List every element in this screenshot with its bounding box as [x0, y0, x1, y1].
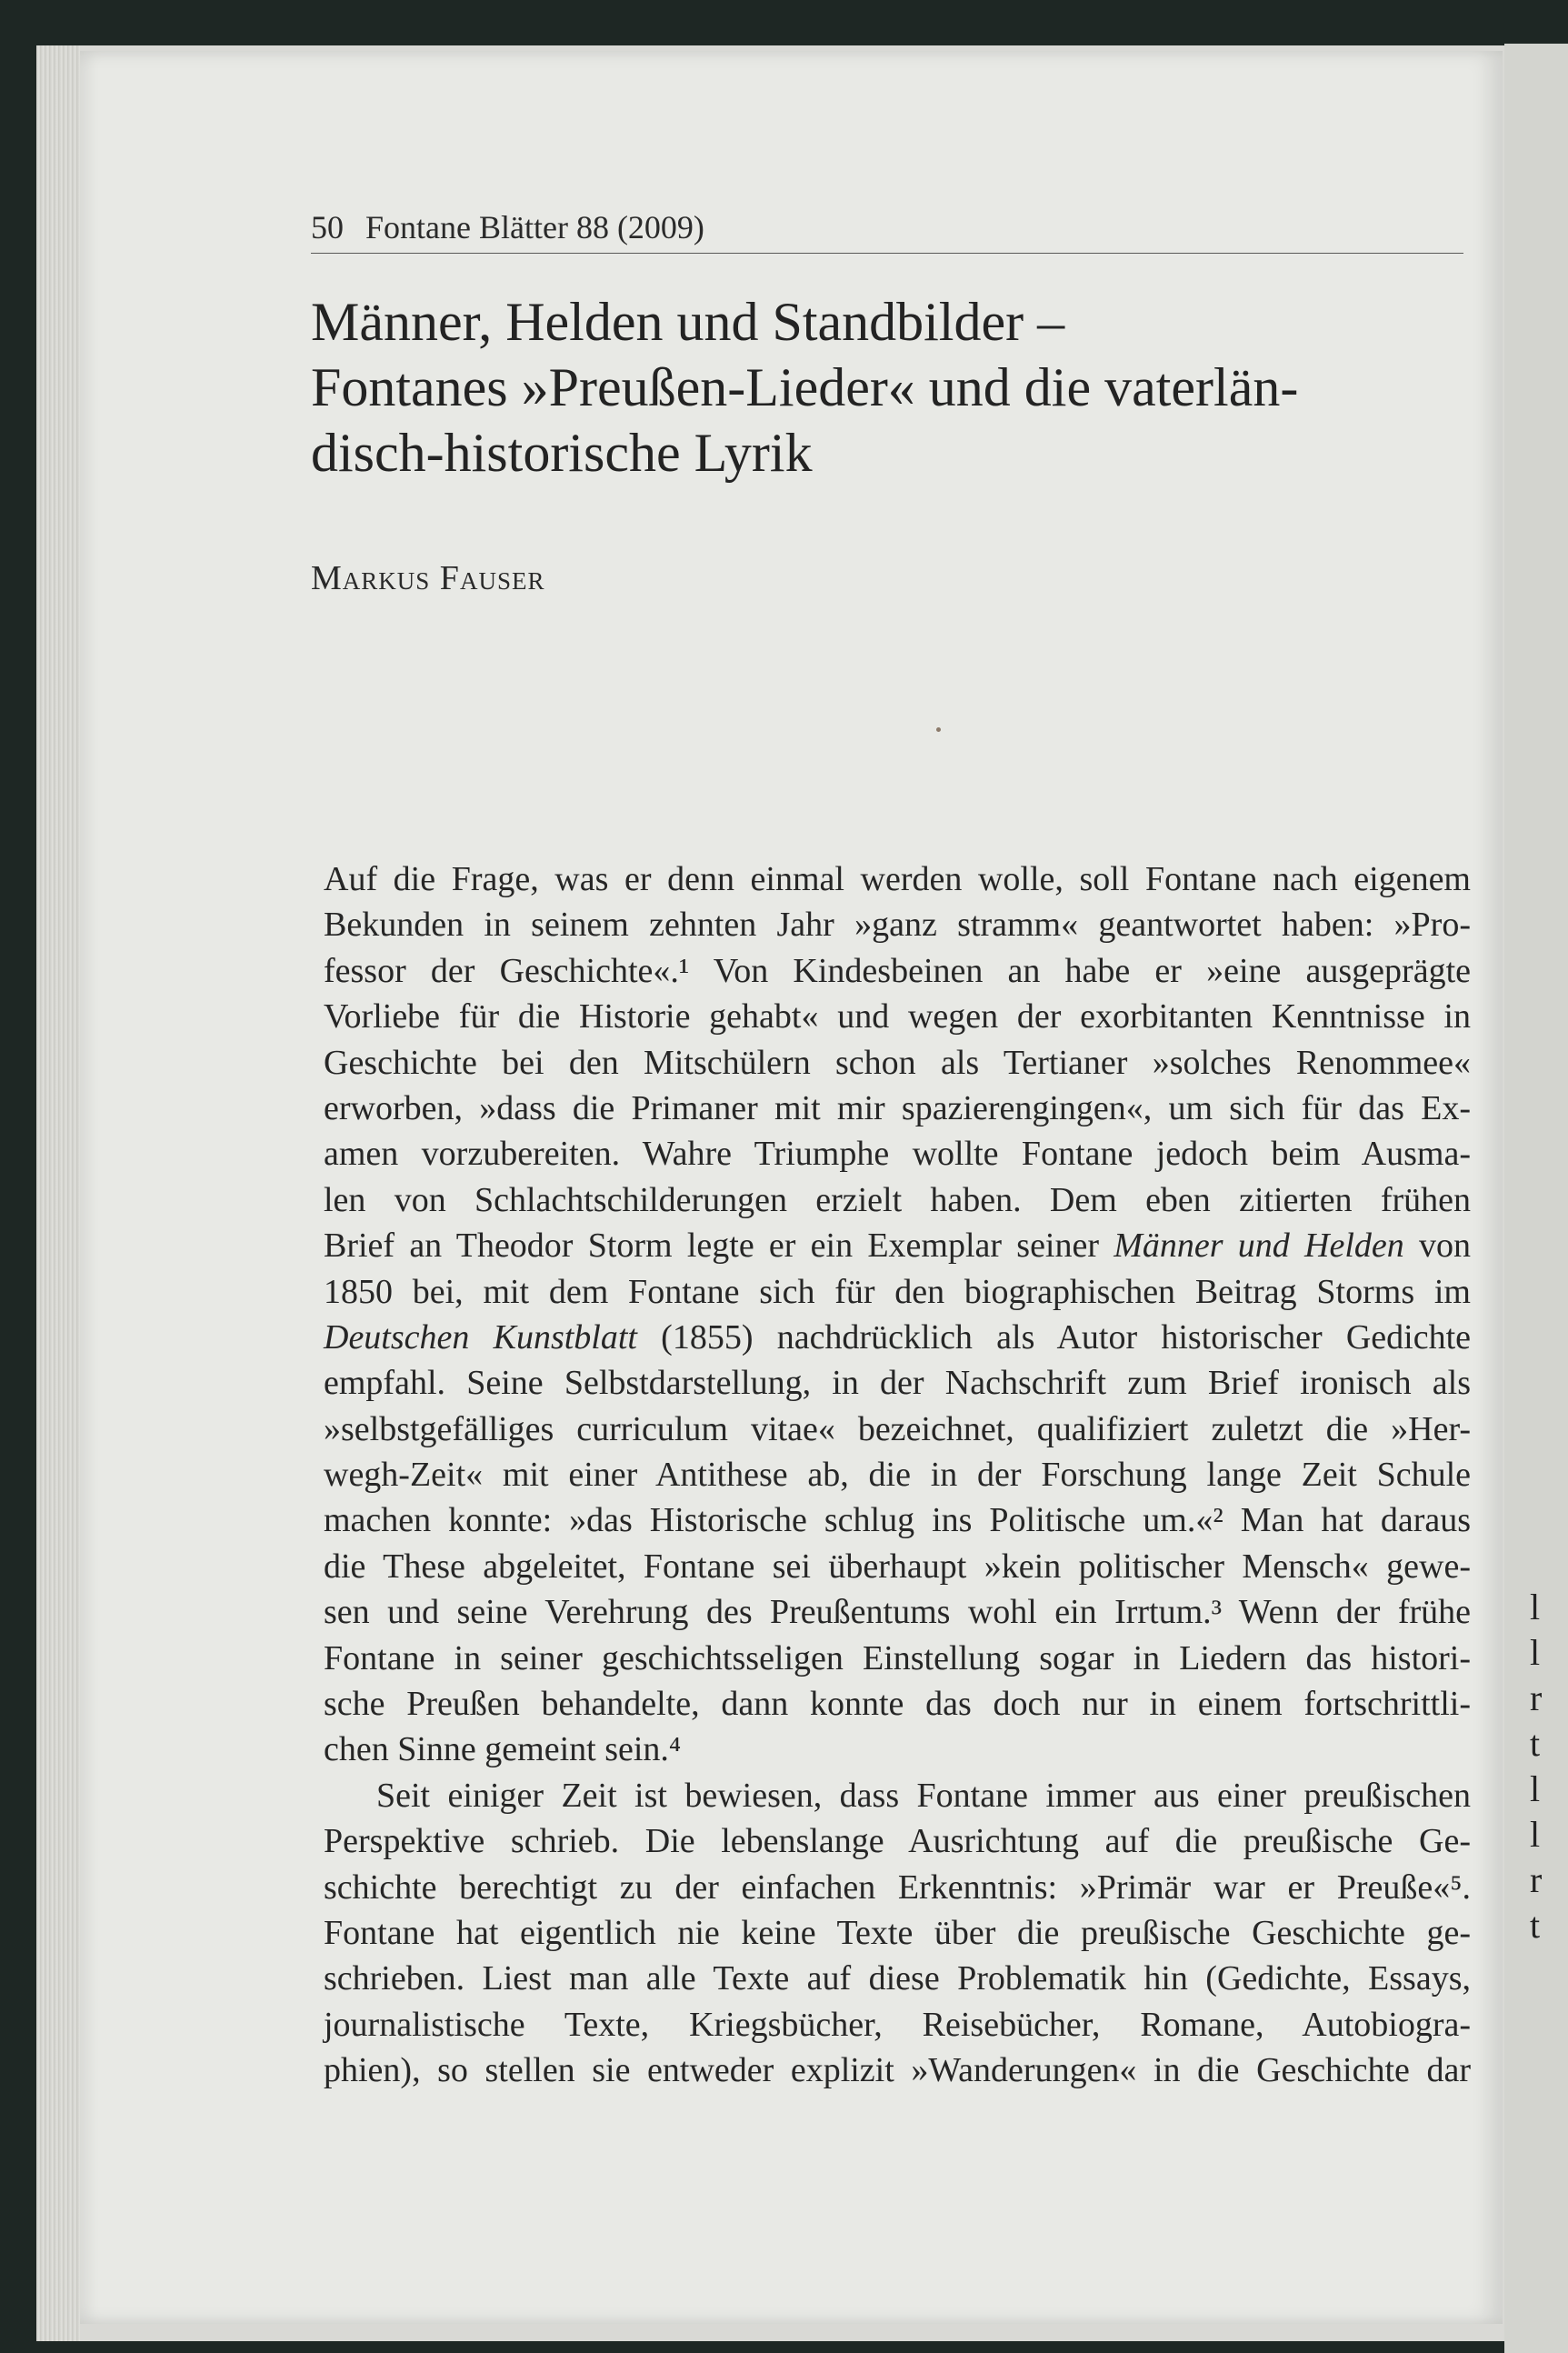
italic-title: Deutschen Kunstblatt	[324, 1317, 637, 1357]
title-line: disch-historische Lyrik	[311, 423, 813, 483]
body-line: machen konnte: »das Historische schlug ins Politische um.«² Man hat daraus	[324, 1501, 1471, 1540]
running-head	[311, 211, 1463, 254]
body-line: Bekunden in seinem zehnten Jahr »ganz stramm« geantwortet haben: »Pro-	[324, 906, 1471, 945]
body-line: Perspektive schrieb. Die lebenslange Ausrichtung auf die preußische Ge-	[324, 1822, 1471, 1861]
body-line: Fontane in seiner geschichtsseligen Einstellung sogar in Liedern das histori-	[324, 1638, 1471, 1677]
next-page-fragment: t	[1530, 1723, 1541, 1764]
body-line: fessor der Geschichte«.¹ Von Kindesbeinen an habe er »eine ausgeprägte	[324, 951, 1471, 990]
body-line: amen vorzubereiten. Wahre Triumphe wollte Fontane jedoch beim Ausma-	[324, 1135, 1471, 1174]
body-line: sche Preußen behandelte, dann konnte das doch nur in einem fortschrittli-	[324, 1685, 1471, 1724]
journal-title: Fontane Blätter 88 (2009)	[365, 209, 704, 245]
next-page-fragment: l	[1530, 1814, 1541, 1855]
body-line: Fontane hat eigentlich nie keine Texte über die preußische Geschichte ge-	[324, 1913, 1471, 1952]
italic-title: Männer und Helden	[1114, 1227, 1404, 1266]
body-line: Geschichte bei den Mitschülern schon als Tertianer »solches Renommee«	[324, 1043, 1471, 1082]
body-text	[324, 856, 1471, 2094]
body-line: 1850 bei, mit dem Fontane sich für den biographischen Beitrag Storms im	[324, 1272, 1471, 1311]
body-line: Auf die Frage, was er denn einmal werden wolle, soll Fontane nach eigenem	[324, 860, 1471, 898]
body-line: empfahl. Seine Selbstdarstellung, in der Nachschrift zum Brief ironisch als	[324, 1364, 1471, 1403]
body-line: journalistische Texte, Kriegsbücher, Reisebücher, Romane, Autobiogra-	[324, 2005, 1471, 2044]
next-page-fragment: r	[1530, 1677, 1543, 1718]
body-line: len von Schlachtschilderungen erzielt haben. Dem eben zitierten frühen	[324, 1180, 1471, 1219]
body-line: Deutschen Kunstblatt (1855) nachdrücklich als Autor historischer Gedichte	[324, 1317, 1471, 1357]
body-line: die These abgeleitet, Fontane sei überhaupt »kein politischer Mensch« gewe-	[324, 1547, 1471, 1586]
page-number: 50	[311, 209, 344, 245]
next-page-fragment: t	[1530, 1905, 1541, 1946]
body-line: Brief an Theodor Storm legte er ein Exemplar seiner Männer und Helden von	[324, 1227, 1471, 1266]
next-page-fragment: r	[1530, 1859, 1543, 1900]
body-line: erworben, »dass die Primaner mit mir spazierengingen«, um sich für das Ex-	[324, 1088, 1471, 1127]
paper-speck	[936, 727, 941, 732]
title-line: Fontanes »Preußen-Lieder« und die vaterlän-	[311, 357, 1299, 417]
page-edges	[36, 45, 80, 2341]
body-line: Seit einiger Zeit ist bewiesen, dass Fontane immer aus einer preußischen	[376, 1776, 1471, 1815]
author-name: Markus Fauser	[311, 559, 545, 597]
body-line: sen und seine Verehrung des Preußentums wohl ein Irrtum.³ Wenn der frühe	[324, 1593, 1471, 1632]
next-page-fragment: l	[1530, 1632, 1541, 1673]
article-title	[311, 289, 1474, 486]
body-line: schrieben. Liest man alle Texte auf diese Problematik hin (Gedichte, Essays,	[324, 1959, 1471, 1998]
body-line: phien), so stellen sie entweder explizit »Wanderungen« in die Geschichte dar	[324, 2051, 1471, 2090]
next-page-fragment: l	[1530, 1587, 1541, 1627]
body-line: wegh-Zeit« mit einer Antithese ab, die in der Forschung lange Zeit Schule	[324, 1456, 1471, 1495]
next-page-margin	[1504, 44, 1568, 2353]
body-line: Vorliebe für die Historie gehabt« und wegen der exorbitanten Kenntnisse in	[324, 997, 1471, 1036]
next-page-fragment: l	[1530, 1768, 1541, 1809]
title-line: Männer, Helden und Standbilder –	[311, 292, 1065, 352]
body-line: »selbstgefälliges curriculum vitae« bezeichnet, qualifiziert zuletzt die »Her-	[324, 1409, 1471, 1448]
body-line: schichte berechtigt zu der einfachen Erkenntnis: »Primär war er Preuße«⁵.	[324, 1867, 1471, 1907]
body-line: chen Sinne gemeint sein.⁴	[324, 1730, 682, 1769]
